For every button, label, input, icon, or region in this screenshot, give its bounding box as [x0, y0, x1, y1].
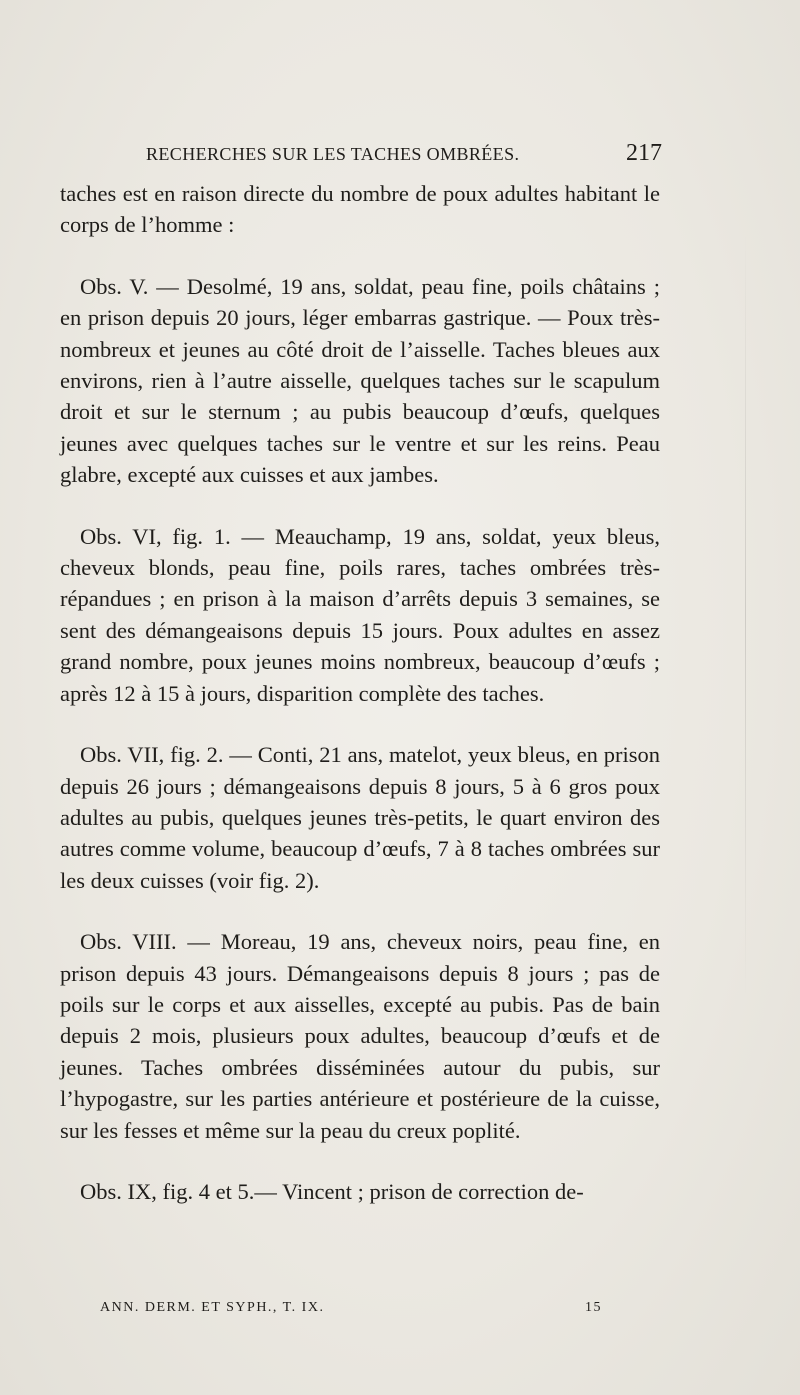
- observation-vii: Obs. VII, fig. 2. — Conti, 21 ans, matelot, yeux bleus, en prison depuis 26 jours ; démangeaisons depuis 8 jours, 5 à 6 gros poux adultes au pubis, quelques jeunes très-petits, le quart environ des autres comme volume, beaucoup d’œufs, 7 à 8 taches ombrées sur les deux cuisses (voir fig. 2).: [60, 742, 660, 893]
- show-through-line: [745, 230, 746, 1000]
- page-number: 217: [626, 140, 662, 166]
- journal-reference: ANN. DERM. ET SYPH., T. IX.: [100, 1300, 325, 1315]
- body-text: [60, 178, 660, 1207]
- observation-v: Obs. V. — Desolmé, 19 ans, soldat, peau fine, poils châtains ; en prison depuis 20 jours, léger embarras gastrique. — Poux très-nombreux et jeunes au côté droit de l’aisselle. Taches bleues aux environs, rien à l’autre aisselle, quelques taches sur le scapulum droit et sur le sternum ; au pubis beaucoup d’œufs, quelques jeunes avec quelques taches sur le ventre et sur les reins. Peau glabre, excepté aux cuisses et aux jambes.: [60, 273, 660, 488]
- paragraph-continuation: taches est en raison directe du nombre de poux adultes habitant le corps de l’homme :: [60, 181, 660, 238]
- page-header: [60, 140, 660, 174]
- observation-vi: Obs. VI, fig. 1. — Meauchamp, 19 ans, soldat, yeux bleus, cheveux blonds, peau fine, poils rares, taches ombrées très-répandues ; en prison à la maison d’arrêts depuis 3 semaines, se sent des démangeaisons depuis 15 jours. Poux adultes en assez grand nombre, poux jeunes moins nombreux, beaucoup d’œufs ; après 12 à 15 à jours, disparition complète des taches.: [60, 523, 660, 706]
- observation-ix: Obs. IX, fig. 4 et 5.— Vincent ; prison de correction de-: [80, 1178, 584, 1204]
- signature-mark: 15: [585, 1300, 602, 1315]
- observation-viii: Obs. VIII. — Moreau, 19 ans, cheveux noirs, peau fine, en prison depuis 43 jours. Démangeaisons depuis 8 jours ; pas de poils sur le corps et aux aisselles, excepté au pubis. Pas de bain depuis 2 mois, plusieurs poux adultes, beaucoup d’œufs et de jeunes. Taches ombrées disséminées autour du pubis, sur l’hypogastre, sur les parties antérieure et postérieure de la cuisse, sur les fesses et même sur la peau du creux poplité.: [60, 929, 660, 1143]
- running-title: RECHERCHES SUR LES TACHES OMBRÉES.: [146, 144, 520, 164]
- page-footer: [60, 1300, 660, 1324]
